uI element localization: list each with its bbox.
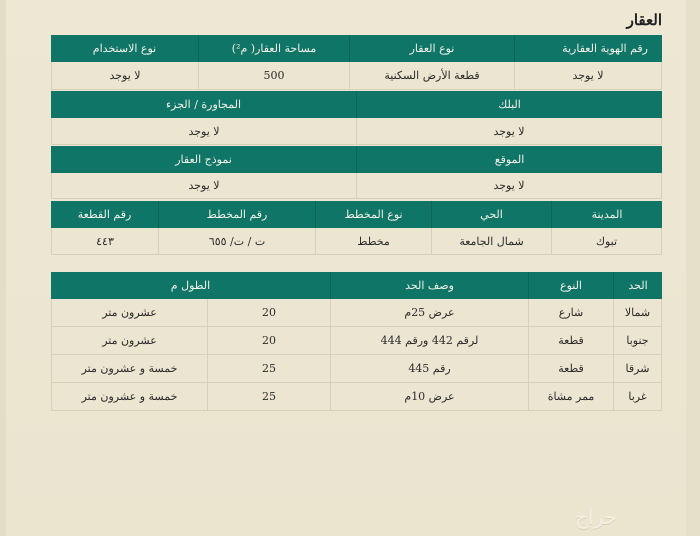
boundary-direction: شمالا <box>613 299 662 327</box>
city-data-row <box>51 228 662 255</box>
value-usage-type: لا يوجد <box>51 62 198 90</box>
header-location: الموقع <box>356 146 662 173</box>
header-property-id: رقم الهوية العقارية <box>514 35 662 62</box>
boundaries-table <box>51 272 662 411</box>
boundary-length-number: 25 <box>207 355 330 383</box>
header-property-type: نوع العقار <box>349 35 514 62</box>
boundary-direction: شرقا <box>613 355 662 383</box>
value-block: لا يوجد <box>356 118 662 145</box>
value-property-id: لا يوجد <box>514 62 662 90</box>
value-plan-type: مخطط <box>315 228 431 255</box>
boundary-description: لرقم 442 ورقم 444 <box>330 327 528 355</box>
value-location: لا يوجد <box>356 173 662 199</box>
block-header-row <box>51 91 662 118</box>
boundary-row <box>51 299 662 327</box>
value-property-model: لا يوجد <box>51 173 356 199</box>
boundary-row <box>51 383 662 411</box>
header-boundary: الحد <box>613 272 662 299</box>
page-edge <box>686 0 700 536</box>
header-usage-type: نوع الاستخدام <box>51 35 198 62</box>
header-plot-number: رقم القطعة <box>51 201 158 228</box>
header-boundary-type: النوع <box>528 272 613 299</box>
header-property-area: مساحة العقار( م²) <box>198 35 349 62</box>
property-header-row <box>51 35 662 62</box>
boundary-direction: غربا <box>613 383 662 411</box>
boundary-description: عرض 10م <box>330 383 528 411</box>
value-plan-number: ت / ت/ ٦٥٥ <box>158 228 315 255</box>
boundary-length-number: 20 <box>207 299 330 327</box>
boundary-length-text: عشرون متر <box>51 327 207 355</box>
page-edge <box>0 0 6 536</box>
boundary-row <box>51 327 662 355</box>
boundary-length-text: خمسة و عشرون متر <box>51 383 207 411</box>
header-plan-number: رقم المخطط <box>158 201 315 228</box>
city-header-row <box>51 201 662 228</box>
location-data-row <box>51 173 662 199</box>
location-header-row <box>51 146 662 173</box>
value-property-area: 500 <box>198 62 349 90</box>
boundary-length-text: عشرون متر <box>51 299 207 327</box>
boundary-row <box>51 355 662 383</box>
property-data-row <box>51 62 662 90</box>
value-district: شمال الجامعة <box>431 228 551 255</box>
boundary-type: ممر مشاة <box>528 383 613 411</box>
boundary-description: رقم 445 <box>330 355 528 383</box>
header-boundary-description: وصف الحد <box>330 272 528 299</box>
header-block: البلك <box>356 91 662 118</box>
header-length: الطول م <box>51 272 330 299</box>
header-city: المدينة <box>551 201 662 228</box>
section-title: العقار <box>626 11 662 29</box>
header-neighborhood-part: المجاورة / الجزء <box>51 91 356 118</box>
boundary-description: عرض 25م <box>330 299 528 327</box>
boundary-direction: جنوبا <box>613 327 662 355</box>
header-plan-type: نوع المخطط <box>315 201 431 228</box>
property-table <box>51 35 662 255</box>
value-property-type: قطعة الأرض السكنية <box>349 62 514 90</box>
boundary-type: قطعة <box>528 355 613 383</box>
boundary-length-text: خمسة و عشرون متر <box>51 355 207 383</box>
value-neighborhood-part: لا يوجد <box>51 118 356 145</box>
boundaries-header-row <box>51 272 662 299</box>
boundary-type: قطعة <box>528 327 613 355</box>
watermark-logo: حراج <box>575 505 617 529</box>
value-plot-number: ٤٤٣ <box>51 228 158 255</box>
boundary-type: شارع <box>528 299 613 327</box>
block-data-row <box>51 118 662 145</box>
boundary-length-number: 25 <box>207 383 330 411</box>
value-city: تبوك <box>551 228 662 255</box>
header-property-model: نموذج العقار <box>51 146 356 173</box>
header-district: الحي <box>431 201 551 228</box>
boundary-length-number: 20 <box>207 327 330 355</box>
